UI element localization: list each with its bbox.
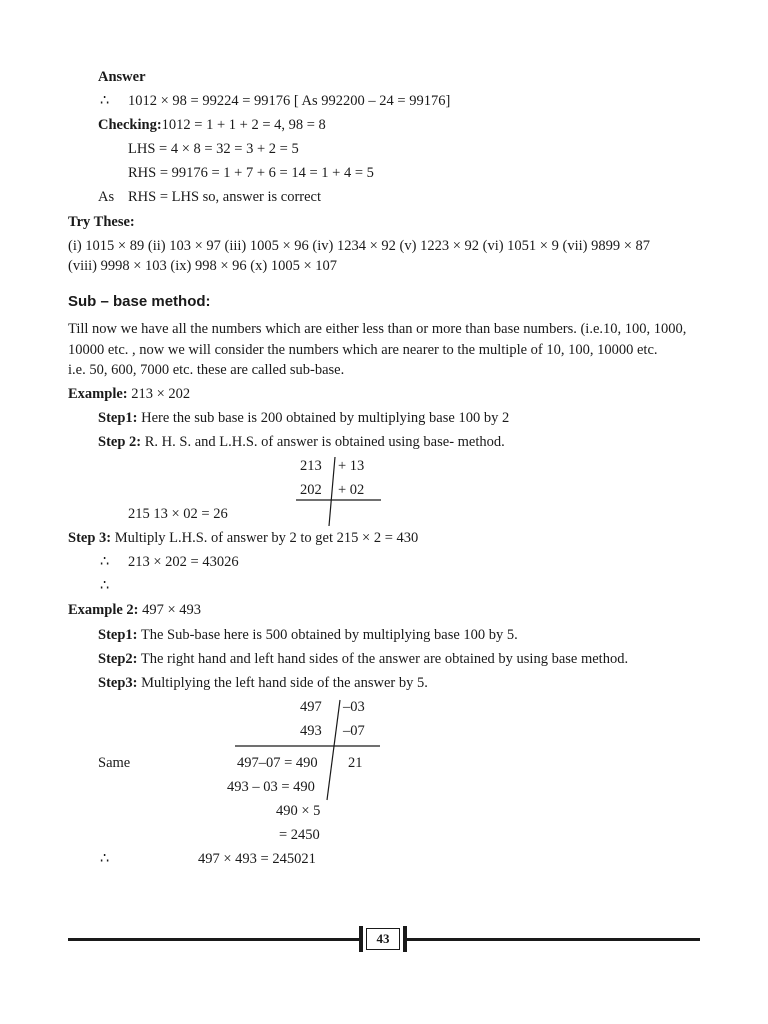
example1-text: 213 × 202 — [131, 386, 191, 402]
therefore-symbol: ∴ — [100, 93, 110, 109]
answer-line: 1012 × 98 = 99224 = 99176 [ As 992200 – 24 = 99176] — [128, 93, 451, 109]
step-text: Multiplying the left hand side of the answer by 5. — [141, 675, 428, 691]
step-label: Step3: — [98, 675, 138, 691]
grid2-row1-left: 497 — [300, 699, 322, 715]
step-label: Step2: — [98, 651, 138, 667]
try-these-line-1: (i) 1015 × 89 (ii) 103 × 97 (iii) 1005 × 96 (iv) 1234 × 92 (v) 1223 × 92 (vi) 1051 × 9 (vii) 9899 × 87 — [68, 238, 651, 254]
footer-rule-right — [407, 938, 700, 941]
step-text: The Sub-base here is 500 obtained by multiplying base 100 by 5. — [140, 627, 518, 643]
try-these-heading: Try These: — [68, 214, 135, 230]
rhs-line: RHS = 99176 = 1 + 7 + 6 = 14 = 1 + 4 = 5 — [128, 165, 374, 181]
paragraph-line-2: 10000 etc. , now we will consider the numbers which are nearer to the multiple of 10, 100, 10000 etc. — [68, 342, 658, 358]
calc-line-4: = 2450 — [279, 827, 320, 843]
checking-text: 1012 = 1 + 1 + 2 = 4, 98 = 8 — [161, 117, 326, 133]
step-text: Here the sub base is 200 obtained by multiplying base 100 by 2 — [141, 410, 510, 426]
step-label: Step 3: — [68, 530, 112, 546]
grid2-slash — [327, 700, 340, 800]
try-these-line-2: (viii) 9998 × 103 (ix) 998 × 96 (x) 1005 × 107 — [68, 258, 337, 274]
grid1-slash — [329, 457, 335, 526]
step-label: Step 2: — [98, 434, 142, 450]
calc-line-1: 497–07 = 490 — [237, 755, 318, 771]
step-label: Step1: — [98, 410, 138, 426]
checking-label: Checking: — [98, 117, 162, 133]
calc-line-2: 493 – 03 = 490 — [227, 779, 315, 795]
answer-heading: Answer — [98, 69, 146, 85]
therefore-symbol: ∴ — [100, 554, 110, 570]
footer-rule-left — [68, 938, 359, 941]
same-label: Same — [98, 755, 131, 771]
example2-label: Example 2: — [68, 602, 139, 618]
example1-conclusion: 213 × 202 = 43026 — [128, 554, 239, 570]
as-text: RHS = LHS so, answer is correct — [128, 189, 322, 205]
section-heading: Sub – base method: — [68, 293, 211, 310]
grid1-row2-left: 202 — [300, 482, 322, 498]
paragraph-line-3: i.e. 50, 600, 7000 etc. these are called sub-base. — [68, 362, 345, 378]
therefore-symbol: ∴ — [100, 578, 110, 594]
step-text: The right hand and left hand sides of the answer are obtained by using base method. — [140, 651, 629, 667]
grid2-row2-left: 493 — [300, 723, 322, 739]
page-number: 43 — [366, 928, 400, 950]
step-text: Multiply L.H.S. of answer by 2 to get 215 × 2 = 430 — [114, 530, 419, 546]
step-label: Step1: — [98, 627, 138, 643]
example1-result: 215 13 × 02 = 26 — [128, 506, 228, 522]
step-text: R. H. S. and L.H.S. of answer is obtained using base- method. — [144, 434, 505, 450]
example2-final: 497 × 493 = 245021 — [198, 851, 316, 867]
grid1-row1-right: + 13 — [338, 458, 365, 474]
calc-line-3: 490 × 5 — [276, 803, 321, 819]
grid2-row2-right: –07 — [343, 723, 365, 739]
page-number-box — [359, 926, 407, 952]
grid2-row1-right: –03 — [343, 699, 365, 715]
grid1-row2-right: + 02 — [338, 482, 365, 498]
calc-right-value: 21 — [348, 755, 363, 771]
therefore-symbol: ∴ — [100, 851, 110, 867]
example1-label: Example: — [68, 386, 128, 402]
paragraph-line-1: Till now we have all the numbers which are either less than or more than base numbers. (i.e.10, 100, 1000, — [68, 321, 687, 337]
as-label: As — [98, 189, 115, 205]
example2-text: 497 × 493 — [142, 602, 202, 618]
grid1-row1-left: 213 — [300, 458, 322, 474]
lhs-line: LHS = 4 × 8 = 32 = 3 + 2 = 5 — [128, 141, 299, 157]
